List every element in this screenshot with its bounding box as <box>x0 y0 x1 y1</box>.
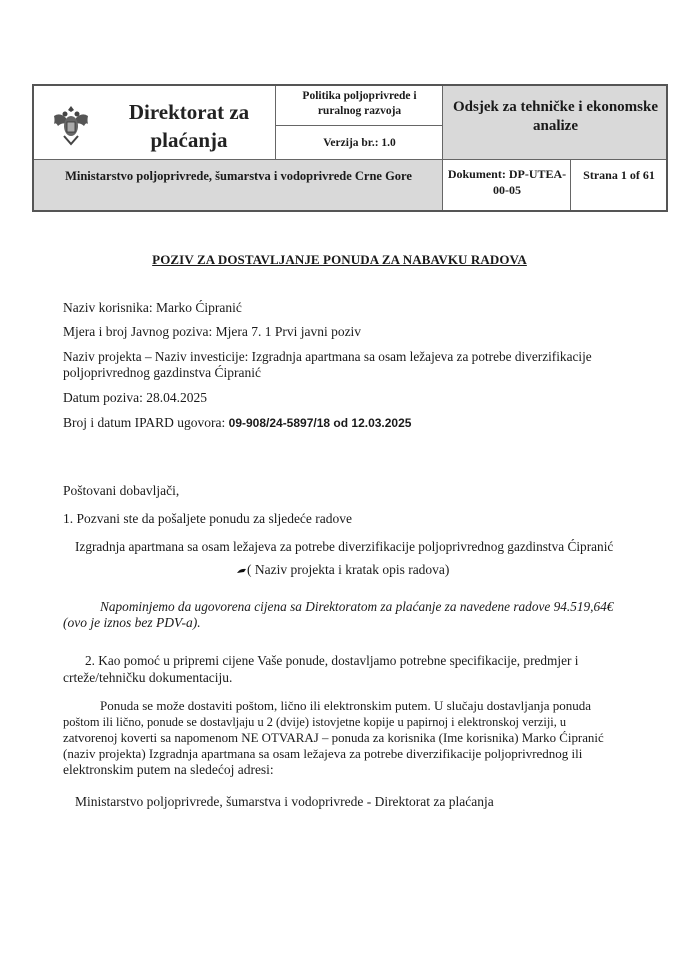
contract-label: Broj i datum IPARD ugovora: <box>63 415 229 430</box>
department-label: Odsjek za tehničke i ekonomske analize <box>453 99 659 134</box>
delivery-line5: elektronskim putem na sledećoj adresi: <box>63 762 274 777</box>
header-document-cell <box>443 160 571 210</box>
delivery-line2: poštom ili lično, ponude se dostavljaju u 2 (dvije) istovjetne kopije u papirnoj i elektronskoj verziji, u <box>63 715 567 729</box>
delivery-address: Ministarstvo poljoprivrede, šumarstva i vodoprivrede - Direktorat za plaćanja <box>75 794 494 809</box>
montenegro-coat-of-arms-icon <box>50 102 92 146</box>
item-1: 1. Pozvani ste da pošaljete ponudu za sljedeće radove <box>63 511 353 526</box>
item-2-line1: 2. Kao pomoć u pripremi cijene Vaše ponude, dostavljamo potrebne specifikacije, predmjer i <box>85 653 579 668</box>
works-note <box>236 561 449 579</box>
delivery-line1: Ponuda se može dostaviti poštom, lično ili elektronskim putem. U slučaju dostavljanja ponuda <box>100 698 592 713</box>
header-table <box>32 84 668 212</box>
works-note-text: ( Naziv projekta i kratak opis radova) <box>247 562 450 577</box>
delivery-line4: (naziv projekta) Izgradnja apartmana sa osam ležajeva za potrebe diverzifikacije poljoprivrednog ili <box>63 746 583 761</box>
project-field-line1: Naziv projekta – Naziv investicije: Izgradnja apartmana sa osam ležajeva za potrebe diverzifikacije <box>63 349 592 364</box>
measure-field: Mjera i broj Javnog poziva: Mjera 7. 1 Prvi javni poziv <box>63 324 362 339</box>
header-department-cell <box>443 86 666 160</box>
document-title: POZIV ZA DOSTAVLJANJE PONUDA ZA NABAVKU RADOVA <box>152 252 527 267</box>
policy-label: Politika poljoprivrede i ruralnog razvoja <box>302 90 417 117</box>
header-page-cell <box>571 160 666 210</box>
user-field: Naziv korisnika: Marko Ćipranić <box>63 300 242 315</box>
greeting: Poštovani dobavljači, <box>63 483 180 498</box>
directorate-title: Direktorat za plaćanja <box>128 100 250 152</box>
page-number: Strana 1 of 61 <box>583 168 655 182</box>
contract-value: 09-908/24-5897/18 od 12.03.2025 <box>228 416 412 430</box>
project-field-line2: poljoprivrednog gazdinstva Ćipranić <box>63 365 261 380</box>
delivery-line3: zatvorenoj koverti sa napomenom NE OTVARAJ – ponuda za korisnika (Ime korisnika) Marko Ćipranić <box>63 731 604 745</box>
document-code: Dokument: DP-UTEA-00-05 <box>447 167 567 197</box>
pen-mark-icon <box>236 566 247 575</box>
header-policy-cell <box>276 86 443 126</box>
header-directorate-cell <box>34 86 276 160</box>
header-ministry-cell <box>34 160 443 210</box>
price-note-line1: Napominjemo da ugovorena cijena sa Direktoratom za plaćanje za navedene radove 94.519,64€ <box>100 599 614 614</box>
item-2-line2: crteže/tehničku dokumentaciju. <box>63 670 233 685</box>
works-description: Izgradnja apartmana sa osam ležajeva za potrebe diverzifikacije poljoprivrednog gazdinstva Ćipranić <box>75 539 614 554</box>
contract-field <box>63 414 411 432</box>
header-version-cell <box>276 126 443 160</box>
version-label: Verzija br.: 1.0 <box>323 137 396 149</box>
date-field: Datum poziva: 28.04.2025 <box>63 390 207 405</box>
price-note-line2: (ovo je iznos bez PDV-a). <box>63 615 201 630</box>
ministry-label: Ministarstvo poljoprivrede, šumarstva i vodoprivrede Crne Gore <box>65 169 412 183</box>
